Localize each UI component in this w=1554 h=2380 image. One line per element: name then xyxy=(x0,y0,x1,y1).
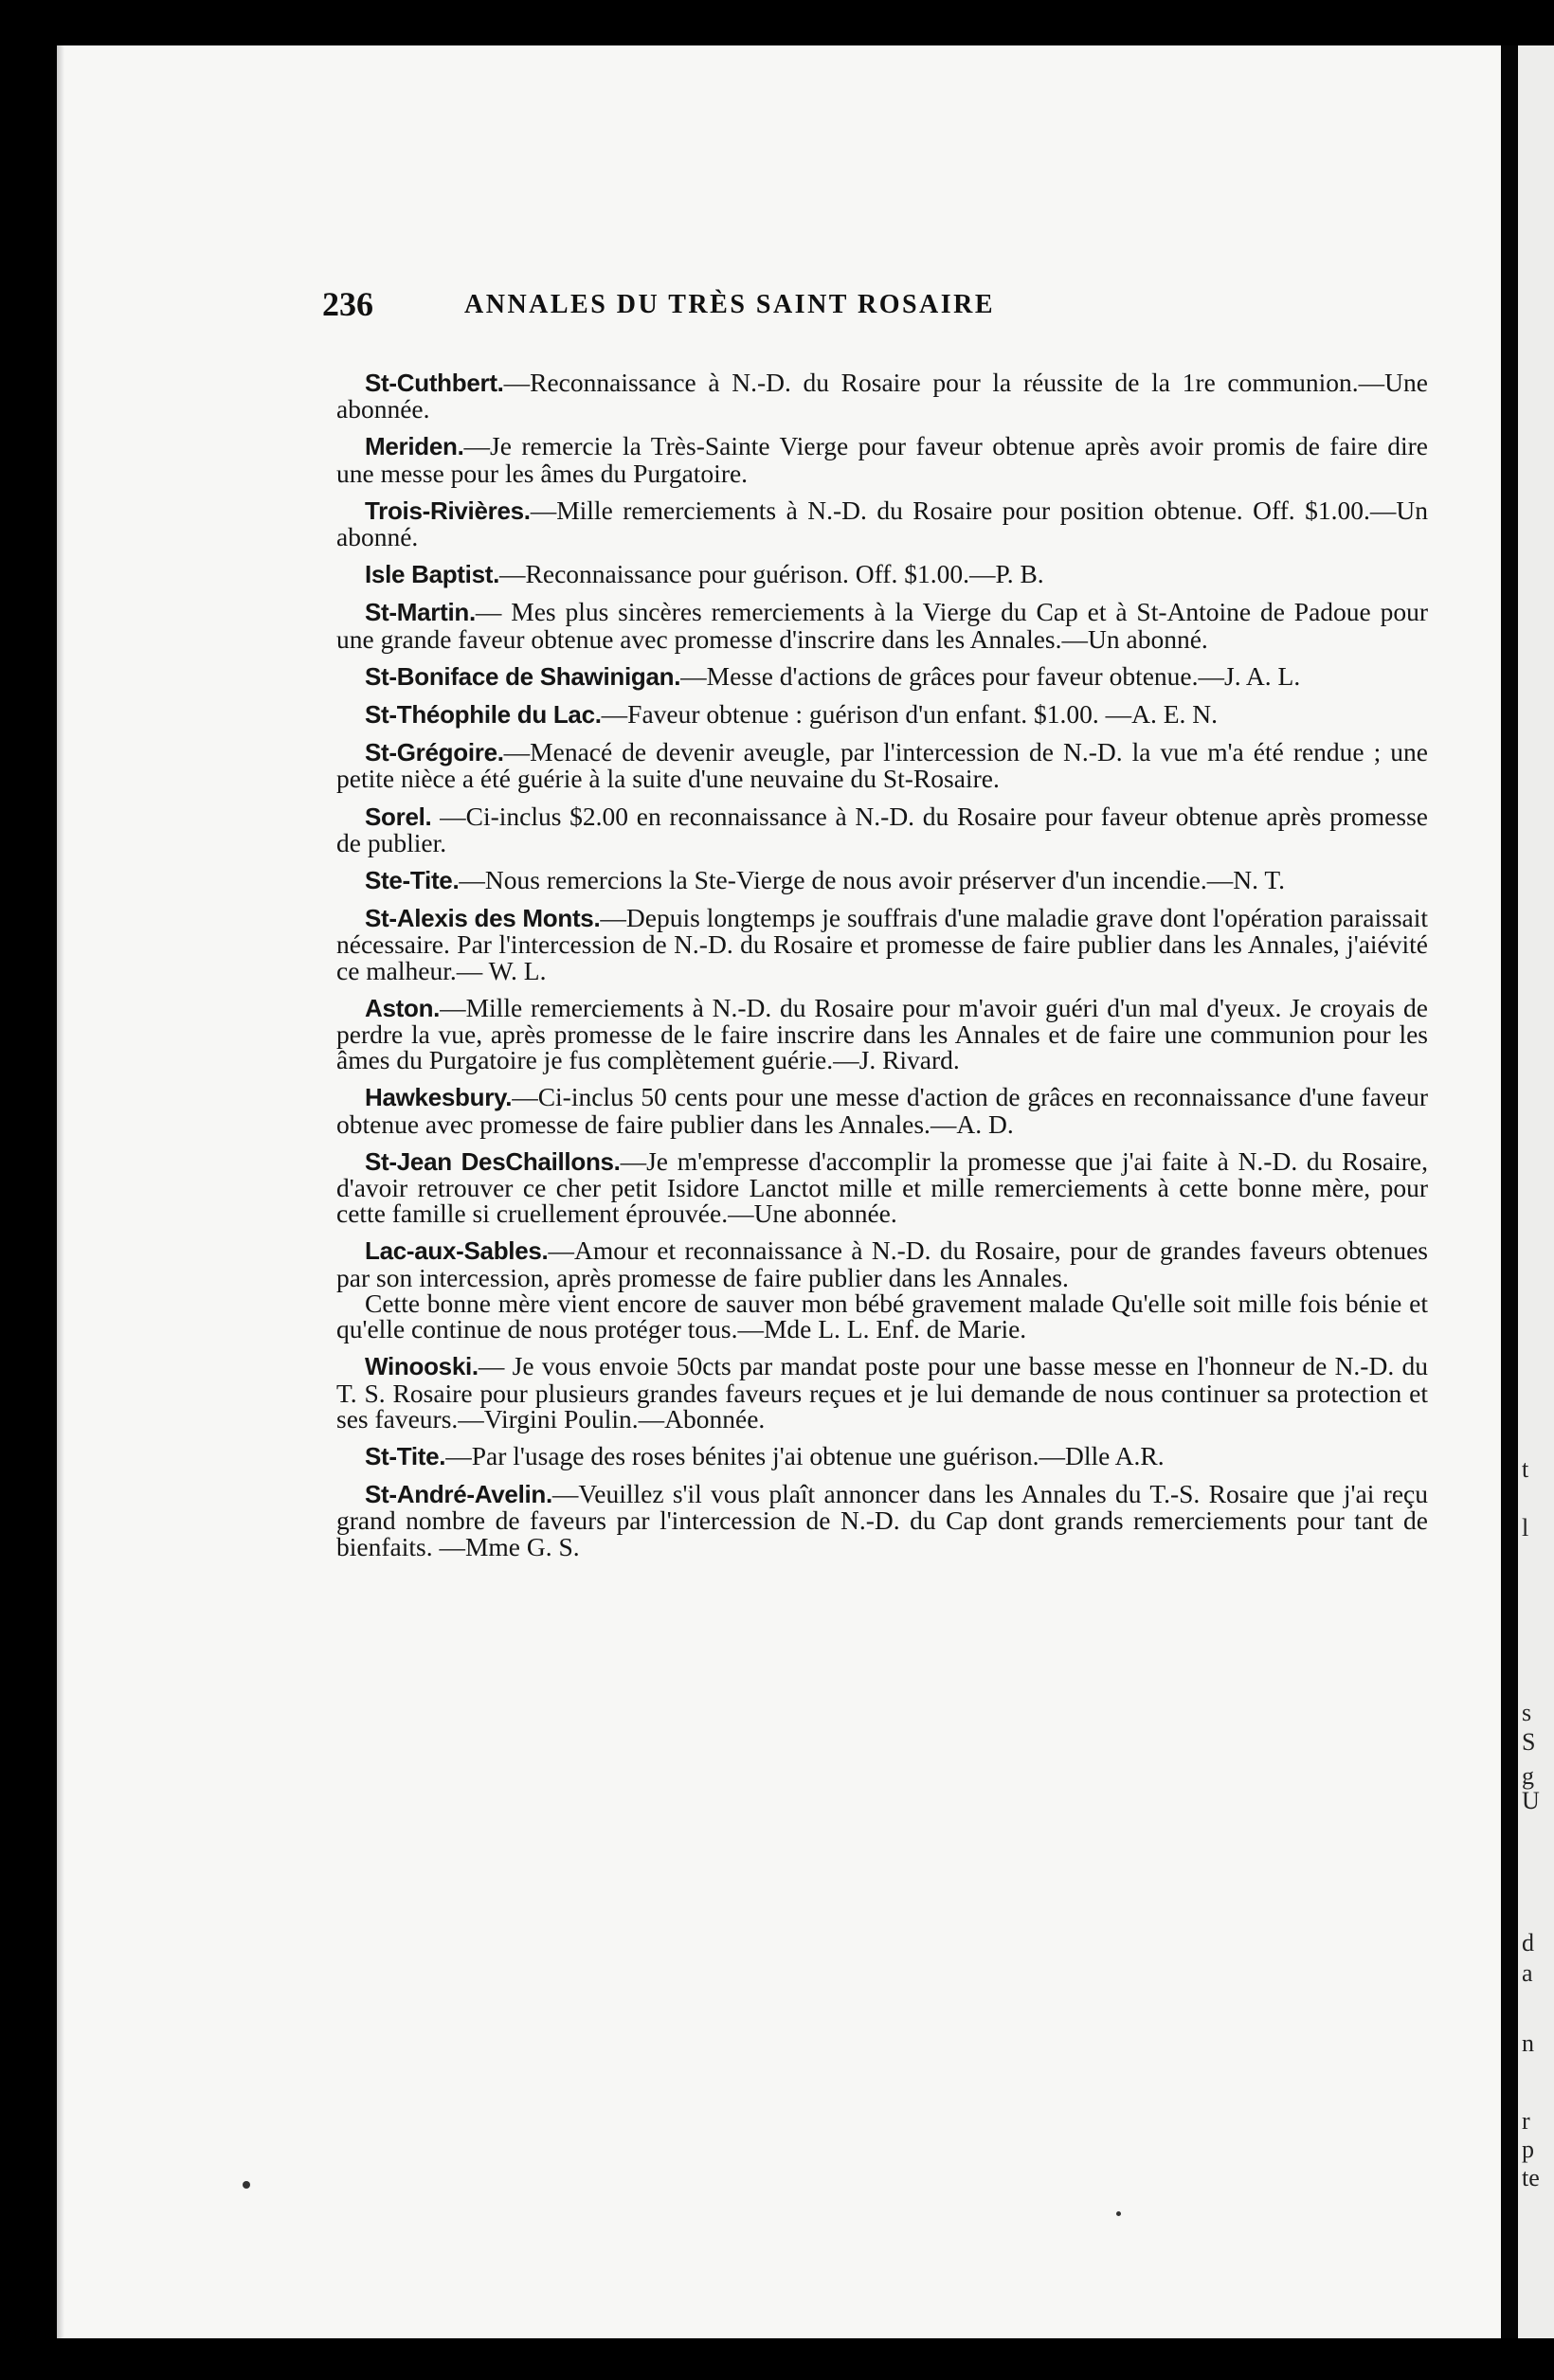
entry-isle-baptist xyxy=(336,561,1428,587)
adjacent-page-fragment: t xyxy=(1522,1455,1529,1483)
page-number: 236 xyxy=(322,285,373,323)
entry-place: Trois-Rivières. xyxy=(365,496,531,525)
page-header xyxy=(322,284,1232,332)
entry-place: Winooski. xyxy=(365,1352,479,1381)
ink-speck xyxy=(1116,2211,1121,2216)
adjacent-page-fragment: U xyxy=(1522,1787,1540,1814)
entry-text: —Veuillez s'il vous plaît annoncer dans les Annales du T.-S. Rosaire que j'ai reçu grand nombre de faveurs par l'intercession de N.-D. du Cap dont grands remerciements pour tant de bienfaits. —Mme G. S. xyxy=(336,1479,1428,1561)
entry-place: St-Cuthbert. xyxy=(365,369,504,397)
entry-place: St-Martin. xyxy=(365,598,476,627)
adjacent-page-fragment: a xyxy=(1522,1959,1533,1987)
book-gutter xyxy=(1501,45,1518,2338)
running-title: ANNALES DU TRÈS SAINT ROSAIRE xyxy=(464,290,996,319)
adjacent-page-fragment: s xyxy=(1522,1699,1532,1726)
entry-text: —Reconnaissance pour guérison. Off. $1.00.—P. B. xyxy=(499,559,1044,589)
entry-aston xyxy=(336,992,1428,1075)
entry-st-theophile xyxy=(336,701,1428,728)
entry-text: —Reconnaissance à N.-D. du Rosaire pour la réussite de la 1re communion.—Une abonnée. xyxy=(336,368,1428,424)
adjacent-page-fragment: l xyxy=(1522,1514,1529,1542)
entry-meriden xyxy=(336,431,1428,488)
entry-text: —Amour et reconnaissance à N.-D. du Rosaire, pour de grandes faveurs obtenues par son intercession, après promesse de faire publier dans les Annales. xyxy=(336,1235,1428,1292)
entry-place: St-Théophile du Lac. xyxy=(365,700,602,730)
entry-text: — Je vous envoie 50cts par mandat poste pour une basse messe en l'honneur de N.-D. du T. S. Rosaire pour plusieurs grandes faveurs reçues et je lui demande de nous continuer sa protection et ses faveurs.—Virgini Poulin.—Abonnée. xyxy=(336,1351,1428,1433)
entry-place: St-Alexis des Monts. xyxy=(365,904,601,933)
entry-st-martin xyxy=(336,597,1428,654)
entry-text: —Je remercie la Très-Sainte Vierge pour faveur obtenue après avoir promis de faire dire une messe pour les âmes du Purgatoire. xyxy=(336,431,1428,488)
entry-winooski xyxy=(336,1353,1428,1432)
entry-st-cuthbert xyxy=(336,370,1428,422)
entry-place: Sorel. xyxy=(365,802,432,831)
entry-st-tite xyxy=(336,1440,1428,1470)
entry-place: St-Tite. xyxy=(365,1441,446,1470)
entry-st-jean xyxy=(336,1145,1428,1229)
entry-st-boniface xyxy=(336,660,1428,691)
entry-place: Lac-aux-Sables. xyxy=(365,1236,549,1266)
ink-speck xyxy=(243,2181,250,2189)
entry-place: St-Grégoire. xyxy=(365,738,504,767)
entry-text: — Mes plus sincères remerciements à la Vierge du Cap et à St-Antoine de Padoue pour une grande faveur obtenue avec promesse d'inscrire dans les Annales.—Un abonné. xyxy=(336,597,1428,654)
adjacent-page-fragment: te xyxy=(1522,2164,1540,2191)
entry-text: Cette bonne mère vient encore de sauver mon bébé gravement malade Qu'elle soit mille fois bénie et qu'elle continue de nous protéger tous.—Mde L. L. Enf. de Marie. xyxy=(336,1288,1428,1344)
entry-text: —Nous remercions la Ste-Vierge de nous avoir préserver d'un incendie.—N. T. xyxy=(459,865,1286,895)
entry-place: Isle Baptist. xyxy=(365,560,500,589)
entry-sorel xyxy=(336,803,1428,856)
entry-lac-aux-sables-continued xyxy=(336,1290,1428,1342)
entry-st-andre-avelin xyxy=(336,1481,1428,1560)
adjacent-page-fragment: p xyxy=(1522,2136,1534,2163)
entry-place: Hawkesbury. xyxy=(365,1083,513,1112)
entry-text: —Depuis longtemps je souffrais d'une maladie grave dont l'opération paraissait nécessaire. Par l'intercession de N.-D. du Rosaire et promesse de faire publier dans les Annales, j'aiévité ce malheur.— W. L. xyxy=(336,903,1429,985)
entry-hawkesbury xyxy=(336,1082,1428,1139)
adjacent-page-fragment: S xyxy=(1522,1728,1536,1756)
adjacent-page-fragment: d xyxy=(1522,1929,1534,1956)
scan-border xyxy=(0,0,1554,47)
entry-text: —Ci-inclus $2.00 en reconnaissance à N.-D. du Rosaire pour faveur obtenue après promesse de publier. xyxy=(336,801,1428,857)
entry-st-gregoire xyxy=(336,737,1428,794)
adjacent-page-strip xyxy=(1518,45,1554,2338)
entry-text: —Menacé de devenir aveugle, par l'intercession de N.-D. la vue m'a été rendue ; une petite nièce a été guérie à la suite d'une neuvaine du St-Rosaire. xyxy=(336,737,1428,794)
entry-trois-rivieres xyxy=(336,497,1428,550)
page-body xyxy=(336,370,1428,1571)
entry-ste-tite xyxy=(336,867,1428,893)
entry-text: —Faveur obtenue : guérison d'un enfant. $1.00. —A. E. N. xyxy=(601,699,1218,730)
entry-text: —Je m'empresse d'accomplir la promesse que j'ai faite à N.-D. du Rosaire, d'avoir retrouver ce cher petit Isidore Lanctot mille et mille remerciements à cette bonne mère, pour cette famille si cruellement éprouvée.—Une abonnée. xyxy=(336,1145,1428,1229)
entry-text: —Ci-inclus 50 cents pour une messe d'action de grâces en reconnaissance d'une faveur obtenue avec promesse de faire publier dans les Annales.—A. D. xyxy=(336,1082,1428,1139)
entry-place: St-Jean DesChaillons. xyxy=(365,1146,621,1176)
adjacent-page-fragment: r xyxy=(1522,2107,1530,2135)
entry-text: —Par l'usage des roses bénites j'ai obtenue une guérison.—Dlle A.R. xyxy=(445,1440,1165,1470)
page-edge-shadow xyxy=(57,45,64,2338)
entry-place: Ste-Tite. xyxy=(365,866,460,895)
adjacent-page-fragment: n xyxy=(1522,2029,1534,2057)
entry-place: St-André-Avelin. xyxy=(365,1480,552,1509)
entry-text: —Mille remerciements à N.-D. du Rosaire pour m'avoir guéri d'un mal d'yeux. Je croyais de perdre la vue, après promesse de le faire inscrire dans les Annales et de faire une communion pour les âmes du Purgatoire je fus complètement guérie.—J. Rivard. xyxy=(336,992,1428,1075)
entry-text: —Messe d'actions de grâces pour faveur obtenue.—J. A. L. xyxy=(680,660,1301,691)
entry-lac-aux-sables xyxy=(336,1235,1428,1292)
entry-place: Aston. xyxy=(365,993,441,1022)
adjacent-page-fragment: g xyxy=(1522,1762,1534,1790)
entry-place: Meriden. xyxy=(365,432,464,461)
entry-st-alexis xyxy=(336,905,1428,983)
entry-text: —Mille remerciements à N.-D. du Rosaire pour position obtenue. Off. $1.00.—Un abonné. xyxy=(336,495,1428,552)
entry-place: St-Boniface de Shawinigan. xyxy=(365,661,681,691)
